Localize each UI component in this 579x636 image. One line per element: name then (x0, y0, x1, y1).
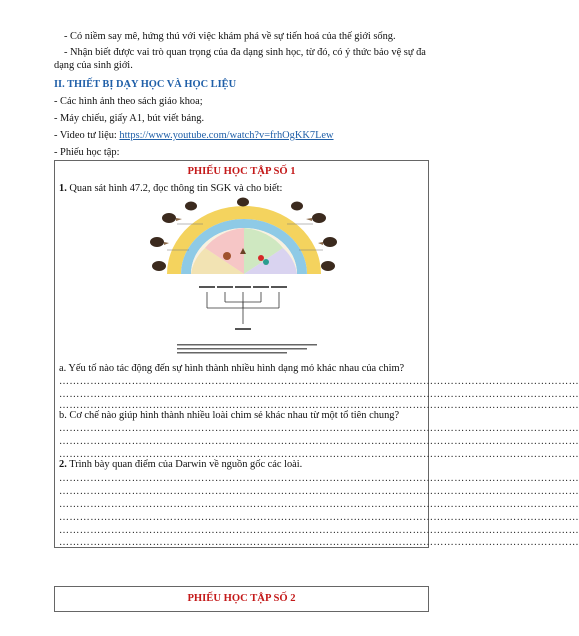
question-2 (59, 458, 424, 471)
question-1a: a. Yếu tố nào tác động đến sự hình thành nhiều hình dạng mỏ khác nhau của chim? (59, 363, 405, 374)
answer-line[interactable]: …………………………………………………………………………………………………………………………………… (59, 436, 579, 447)
video-link[interactable]: https://www.youtube.com/watch?v=frhOgKK7Lew (119, 130, 334, 141)
finch-evolution-figure (147, 196, 340, 356)
answer-line[interactable]: …………………………………………………………………………………………………………………………………… (59, 473, 579, 484)
video-resource (54, 129, 434, 142)
berry-item (258, 255, 264, 261)
worksheet-1-card (54, 160, 579, 548)
intro-line-1: - Có niềm say mê, hứng thú với việc khám phá về sự tiến hoá của thế giới sống. (64, 31, 396, 42)
leaf-item (263, 259, 269, 265)
video-label: - Video tư liệu: (54, 130, 120, 141)
worksheet-2-title: PHIẾU HỌC TẬP SỐ 2 (187, 593, 296, 604)
worksheet-1-title: PHIẾU HỌC TẬP SỐ 1 (187, 166, 296, 177)
answer-line[interactable]: …………………………………………………………………………………………………………………………………… (59, 512, 579, 523)
seed-item (223, 252, 231, 260)
question-1-text: Quan sát hình 47.2, đọc thông tin SGK và cho biết: (66, 183, 283, 194)
equipment-item-2: - Máy chiếu, giấy A1, bút viết bảng. (54, 113, 205, 124)
question-1 (59, 182, 424, 195)
equipment-item-1: - Các hình ảnh theo sách giáo khoa; (54, 96, 203, 107)
intro-line-2: - Nhận biết được vai trò quan trọng của đa dạng sinh học, từ đó, có ý thức bảo vệ sự đa dạng của sinh giới. (54, 47, 426, 71)
answer-line[interactable]: …………………………………………………………………………………………………………………………………… (59, 537, 579, 548)
question-1b: b. Cơ chế nào giúp hình thành nhiều loài chim sẻ khác nhau từ một tổ tiên chung? (59, 410, 400, 421)
answer-line[interactable]: …………………………………………………………………………………………………………………………………… (59, 525, 579, 536)
answer-line[interactable]: …………………………………………………………………………………………………………………………………… (59, 423, 579, 434)
answer-line[interactable]: …………………………………………………………………………………………………………………………………… (59, 449, 579, 460)
answer-line[interactable]: …………………………………………………………………………………………………………………………………… (59, 389, 579, 400)
answer-line[interactable]: …………………………………………………………………………………………………………………………………… (59, 400, 579, 411)
worksheet-label: - Phiếu học tập: (54, 147, 120, 158)
question-1-number: 1. (59, 183, 67, 194)
worksheet-2-card (54, 586, 429, 612)
answer-line[interactable]: …………………………………………………………………………………………………………………………………… (59, 486, 579, 497)
section-heading: II. THIẾT BỊ DẠY HỌC VÀ HỌC LIỆU (54, 79, 237, 90)
answer-line[interactable]: …………………………………………………………………………………………………………………………………… (59, 499, 579, 510)
question-2-text: Trình bày quan điểm của Darwin về nguồn gốc các loài. (66, 459, 303, 470)
question-2-number: 2. (59, 459, 67, 470)
answer-line[interactable]: …………………………………………………………………………………………………………………………………… (59, 376, 579, 387)
